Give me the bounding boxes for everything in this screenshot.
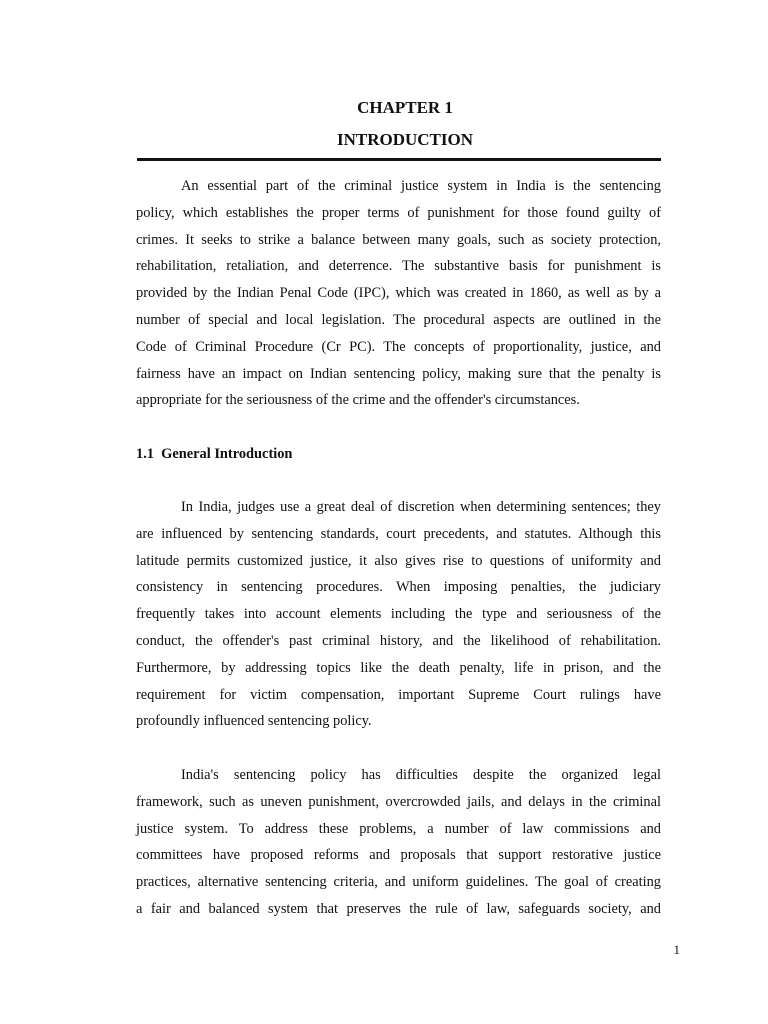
paragraph-line: requirement for victim compensation, important Supreme Court rulings have	[136, 686, 661, 703]
paragraph-line: practices, alternative sentencing criteria, and uniform guidelines. The goal of creating	[136, 874, 661, 891]
paragraph-line: consistency in sentencing procedures. When imposing penalties, the judiciary	[136, 579, 661, 596]
paragraph-line: rehabilitation, retaliation, and deterrence. The substantive basis for punishment is	[136, 258, 661, 275]
paragraph-line: India's sentencing policy has difficulties despite the organized legal	[181, 767, 661, 783]
paragraph-line: framework, such as uneven punishment, overcrowded jails, and delays in the criminal	[136, 793, 661, 810]
heading-rule	[137, 158, 661, 161]
paragraph-line: conduct, the offender's past criminal history, and the likelihood of rehabilitation.	[136, 632, 661, 649]
paragraph-line: profoundly influenced sentencing policy.	[136, 713, 372, 730]
general-paragraph-2	[136, 762, 661, 923]
section-heading: 1.1 General Introduction	[136, 446, 293, 462]
chapter-title: INTRODUCTION	[336, 130, 474, 149]
paragraph-line: are influenced by sentencing standards, court precedents, and statutes. Although this	[136, 525, 661, 542]
chapter-number: CHAPTER 1	[357, 98, 453, 117]
page-number: 1	[673, 942, 680, 957]
paragraph-line: provided by the Indian Penal Code (IPC), which was created in 1860, as well as by a	[136, 285, 661, 302]
paragraph-line: number of special and local legislation. The procedural aspects are outlined in the	[136, 311, 661, 328]
paragraph-line: An essential part of the criminal justice system in India is the sentencing	[181, 178, 661, 194]
paragraph-line: policy, which establishes the proper terms of punishment for those found guilty of	[136, 204, 661, 221]
paragraph-line: latitude permits customized justice, it also gives rise to questions of uniformity and	[136, 552, 661, 569]
paragraph-line: Furthermore, by addressing topics like the death penalty, life in prison, and the	[136, 659, 661, 676]
paragraph-line: justice system. To address these problems, a number of law commissions and	[136, 820, 661, 837]
paragraph-line: a fair and balanced system that preserves the rule of law, safeguards society, and	[136, 900, 661, 917]
paragraph-line: appropriate for the seriousness of the crime and the offender's circumstances.	[136, 392, 580, 409]
paragraph-line: Code of Criminal Procedure (Cr PC). The concepts of proportionality, justice, and	[136, 338, 661, 355]
paragraph-line: committees have proposed reforms and proposals that support restorative justice	[136, 847, 661, 864]
paragraph-line: frequently takes into account elements including the type and seriousness of the	[136, 606, 661, 623]
paragraph-line: crimes. It seeks to strike a balance between many goals, such as society protection,	[136, 231, 661, 248]
intro-paragraph	[136, 173, 661, 414]
general-paragraph-1	[136, 494, 661, 735]
paragraph-line: fairness have an impact on Indian sentencing policy, making sure that the penalty is	[136, 365, 661, 382]
paragraph-line: In India, judges use a great deal of discretion when determining sentences; they	[181, 499, 661, 515]
